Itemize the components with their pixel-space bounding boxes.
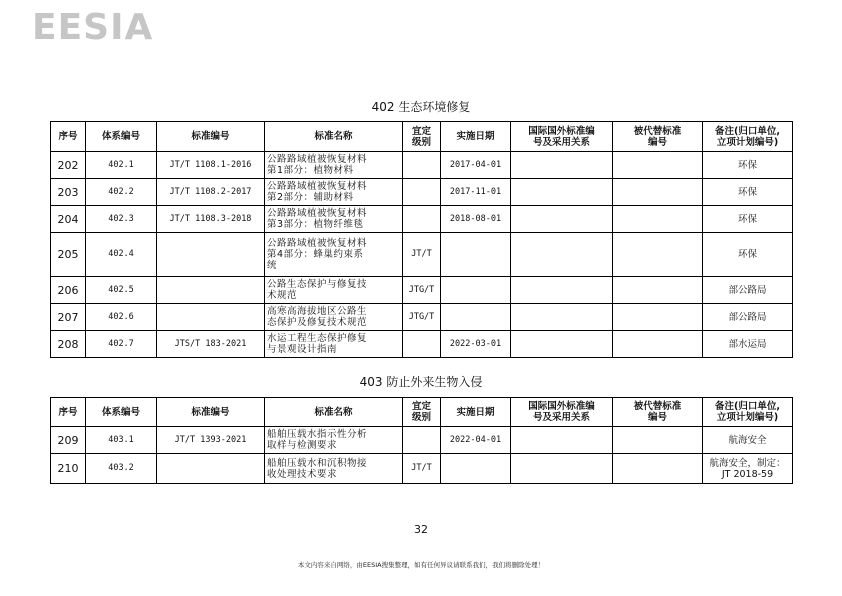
cell-seq: 206 (51, 277, 86, 304)
table-row (51, 304, 793, 331)
header-remark: 备注(归口单位, 立项计划编号) (703, 122, 793, 152)
cell-intl-standard (511, 233, 613, 277)
header-remark: 备注(归口单位, 立项计划编号) (703, 398, 793, 427)
eesia-logo: EESIA (32, 7, 154, 48)
cell-system-code: 402.5 (86, 277, 157, 304)
cell-standard-name: 公路路域植被恢复材料 第1部分：植物材料 (265, 152, 403, 179)
cell-level (403, 331, 441, 358)
cell-level: JTG/T (403, 304, 441, 331)
table-header-row (51, 122, 793, 152)
cell-standard-name: 船舶压载水指示性分析 取样与检测要求 (265, 427, 403, 454)
cell-seq: 208 (51, 331, 86, 358)
cell-implementation-date (441, 233, 511, 277)
cell-seq: 204 (51, 206, 86, 233)
table-row (51, 233, 793, 277)
cell-implementation-date: 2022-04-01 (441, 427, 511, 454)
cell-standard-name: 船舶压载水和沉积物接 收处理技术要求 (265, 454, 403, 484)
cell-standard-name: 公路路域植被恢复材料 第3部分：植物纤维毯 (265, 206, 403, 233)
cell-implementation-date (441, 277, 511, 304)
cell-system-code: 403.2 (86, 454, 157, 484)
table-row (51, 427, 793, 454)
page-number: 32 (414, 523, 428, 536)
cell-replaced-standard (613, 454, 703, 484)
cell-remark: 部水运局 (703, 331, 793, 358)
cell-remark: 环保 (703, 179, 793, 206)
header-standard-name: 标准名称 (265, 122, 403, 152)
header-date: 实施日期 (441, 122, 511, 152)
cell-system-code: 402.2 (86, 179, 157, 206)
header-intl: 国际国外标准编 号及采用关系 (511, 398, 613, 427)
cell-standard-code (157, 233, 265, 277)
cell-implementation-date (441, 454, 511, 484)
cell-level (403, 179, 441, 206)
header-standard-code: 标准编号 (157, 122, 265, 152)
table-row (51, 331, 793, 358)
header-standard-name: 标准名称 (265, 398, 403, 427)
header-replaced: 被代替标准 编号 (613, 122, 703, 152)
header-level: 宜定 级别 (403, 122, 441, 152)
cell-intl-standard (511, 331, 613, 358)
cell-implementation-date: 2022-03-01 (441, 331, 511, 358)
cell-implementation-date: 2018-08-01 (441, 206, 511, 233)
section-title-403: 403 防止外来生物入侵 (359, 375, 483, 389)
cell-standard-name: 公路路域植被恢复材料 第2部分：辅助材料 (265, 179, 403, 206)
cell-standard-name: 水运工程生态保护修复 与景观设计指南 (265, 331, 403, 358)
cell-system-code: 402.7 (86, 331, 157, 358)
cell-replaced-standard (613, 233, 703, 277)
cell-standard-code (157, 304, 265, 331)
cell-seq: 202 (51, 152, 86, 179)
cell-intl-standard (511, 179, 613, 206)
cell-system-code: 402.4 (86, 233, 157, 277)
cell-remark: 部公路局 (703, 304, 793, 331)
cell-remark: 航海安全 (703, 427, 793, 454)
header-seq: 序号 (51, 122, 86, 152)
cell-implementation-date: 2017-11-01 (441, 179, 511, 206)
cell-standard-code: JT/T 1108.2-2017 (157, 179, 265, 206)
cell-level (403, 152, 441, 179)
cell-standard-code: JT/T 1108.3-2018 (157, 206, 265, 233)
cell-level (403, 206, 441, 233)
header-system-code: 体系编号 (86, 398, 157, 427)
cell-system-code: 402.6 (86, 304, 157, 331)
cell-standard-name: 公路路域植被恢复材料 第4部分：蜂巢约束系 统 (265, 233, 403, 277)
cell-intl-standard (511, 206, 613, 233)
cell-standard-code: JT/T 1108.1-2016 (157, 152, 265, 179)
cell-level: JT/T (403, 454, 441, 484)
header-standard-code: 标准编号 (157, 398, 265, 427)
cell-intl-standard (511, 427, 613, 454)
standards-table-402 (50, 121, 793, 358)
cell-replaced-standard (613, 206, 703, 233)
cell-remark: 环保 (703, 233, 793, 277)
cell-system-code: 402.1 (86, 152, 157, 179)
cell-intl-standard (511, 277, 613, 304)
cell-remark: 部公路局 (703, 277, 793, 304)
table-row (51, 152, 793, 179)
cell-level (403, 427, 441, 454)
header-replaced: 被代替标准 编号 (613, 398, 703, 427)
header-system-code: 体系编号 (86, 122, 157, 152)
cell-standard-code: JT/T 1393-2021 (157, 427, 265, 454)
cell-standard-name: 高寒高海拔地区公路生 态保护及修复技术规范 (265, 304, 403, 331)
cell-remark: 环保 (703, 206, 793, 233)
table-header-row (51, 398, 793, 427)
header-intl: 国际国外标准编 号及采用关系 (511, 122, 613, 152)
cell-seq: 205 (51, 233, 86, 277)
standards-table-403 (50, 397, 793, 484)
header-level: 宜定 级别 (403, 398, 441, 427)
cell-intl-standard (511, 304, 613, 331)
cell-level: JTG/T (403, 277, 441, 304)
cell-remark: 航海安全，制定： JT 2018-59 (703, 454, 793, 484)
cell-seq: 209 (51, 427, 86, 454)
cell-replaced-standard (613, 277, 703, 304)
cell-standard-name: 公路生态保护与修复技 术规范 (265, 277, 403, 304)
table-row (51, 454, 793, 484)
section-title-402: 402 生态环境修复 (371, 100, 471, 114)
cell-replaced-standard (613, 331, 703, 358)
cell-implementation-date: 2017-04-01 (441, 152, 511, 179)
cell-replaced-standard (613, 304, 703, 331)
cell-remark: 环保 (703, 152, 793, 179)
table-row (51, 277, 793, 304)
cell-standard-code (157, 454, 265, 484)
cell-replaced-standard (613, 152, 703, 179)
header-date: 实施日期 (441, 398, 511, 427)
cell-system-code: 402.3 (86, 206, 157, 233)
cell-system-code: 403.1 (86, 427, 157, 454)
cell-standard-code (157, 277, 265, 304)
header-seq: 序号 (51, 398, 86, 427)
cell-implementation-date (441, 304, 511, 331)
cell-standard-code: JTS/T 183-2021 (157, 331, 265, 358)
table-row (51, 179, 793, 206)
cell-seq: 210 (51, 454, 86, 484)
cell-replaced-standard (613, 179, 703, 206)
cell-seq: 207 (51, 304, 86, 331)
table-row (51, 206, 793, 233)
cell-replaced-standard (613, 427, 703, 454)
cell-intl-standard (511, 152, 613, 179)
cell-level: JT/T (403, 233, 441, 277)
cell-intl-standard (511, 454, 613, 484)
cell-seq: 203 (51, 179, 86, 206)
footer-note: 本文内容来自网络，由EESIA搜集整理，如有任何异议请联系我们，我们将删除处理！ (297, 561, 545, 569)
